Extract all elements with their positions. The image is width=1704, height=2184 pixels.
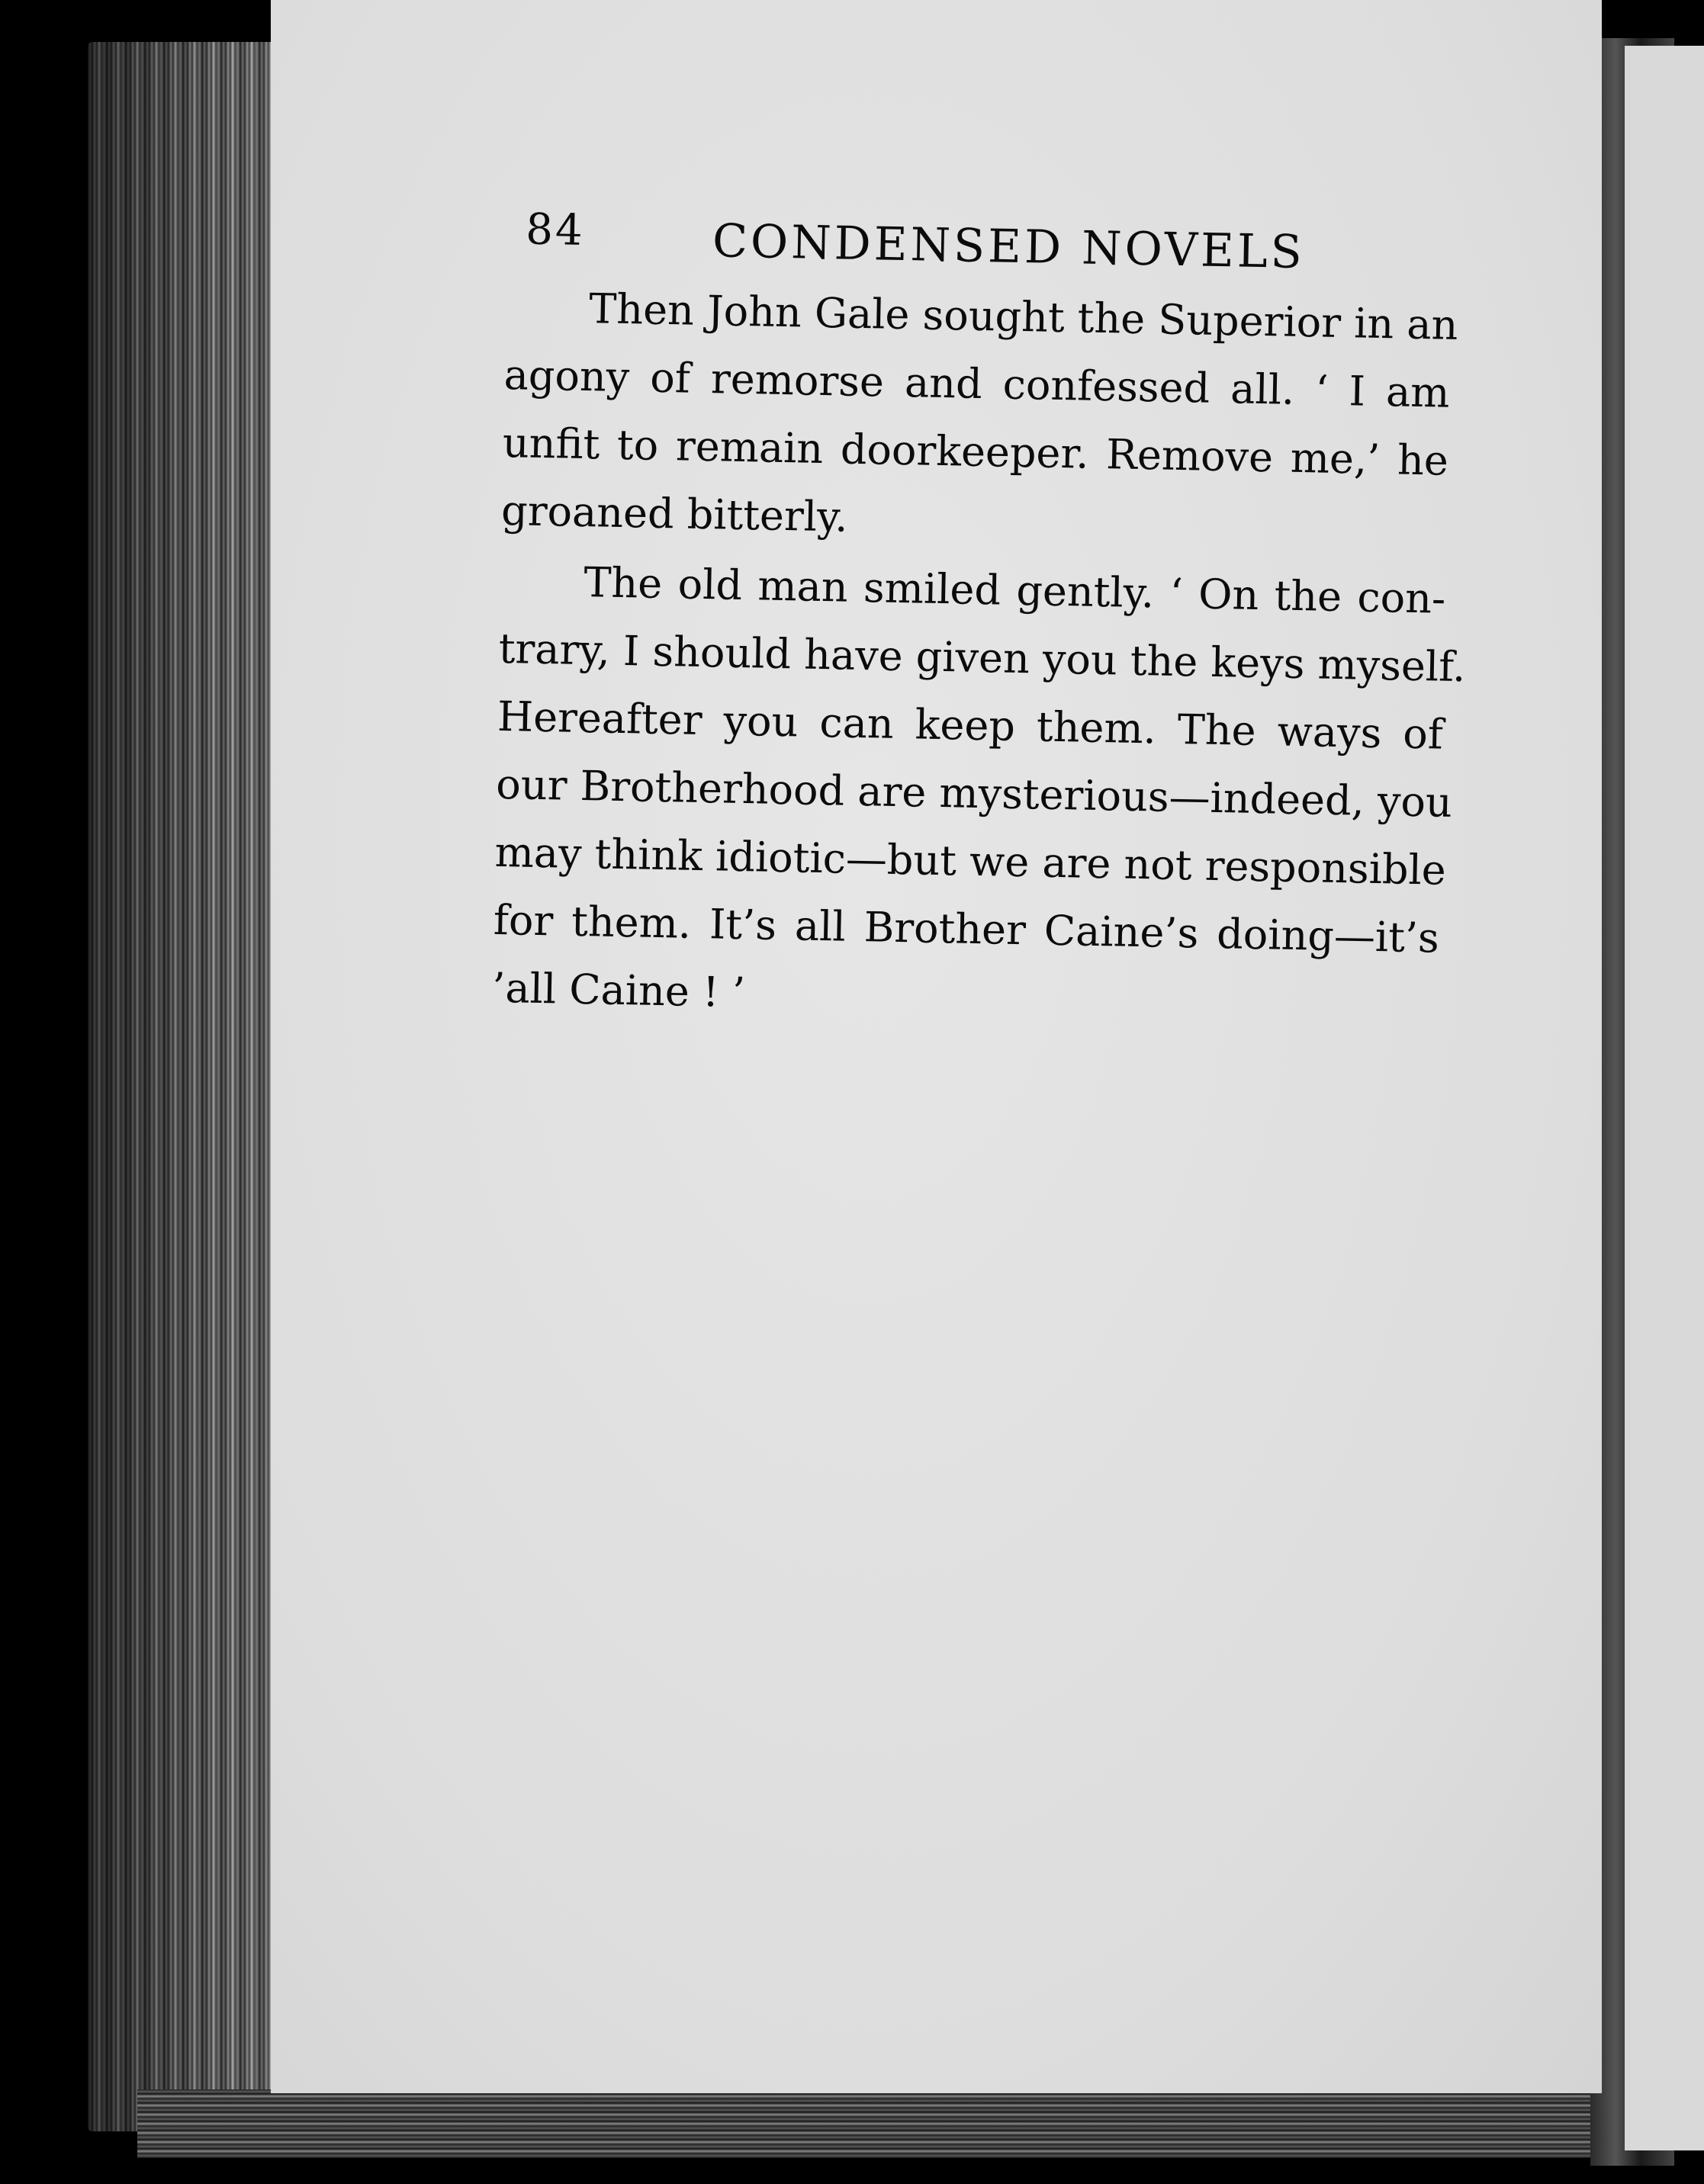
text-line: Hereafter you can keep them. The ways of bbox=[497, 692, 1444, 759]
text-line: may think idiotic—but we are not responsible bbox=[494, 827, 1447, 894]
page-number: 84 bbox=[525, 204, 586, 255]
paragraph-2 bbox=[491, 547, 1467, 1040]
text-line: for them. It’s all Brother Caine’s doing—it’s bbox=[493, 895, 1440, 962]
page-text-block bbox=[491, 204, 1467, 1040]
text-line: Then John Gale sought the Superior in an bbox=[588, 284, 1458, 349]
text-line: agony of remorse and confessed all. ‘ I am bbox=[503, 350, 1451, 417]
text-line: The old man smiled gently. ‘ On the con- bbox=[583, 558, 1446, 623]
text-line: trary, I should have given you the keys myself. bbox=[498, 624, 1467, 692]
text-line: unfit to remain doorkeeper. Remove me,’ he bbox=[502, 418, 1449, 485]
text-line: groaned bitterly. bbox=[500, 486, 849, 541]
text-line: ’all Caine ! ’ bbox=[491, 963, 746, 1017]
text-line: our Brotherhood are mysterious—indeed, you bbox=[495, 760, 1453, 827]
running-title: CONDENSED NOVELS bbox=[712, 214, 1306, 280]
paragraph-1 bbox=[500, 273, 1458, 563]
facing-page-edge bbox=[1625, 46, 1704, 2150]
book-bottom-edge bbox=[137, 2089, 1632, 2158]
